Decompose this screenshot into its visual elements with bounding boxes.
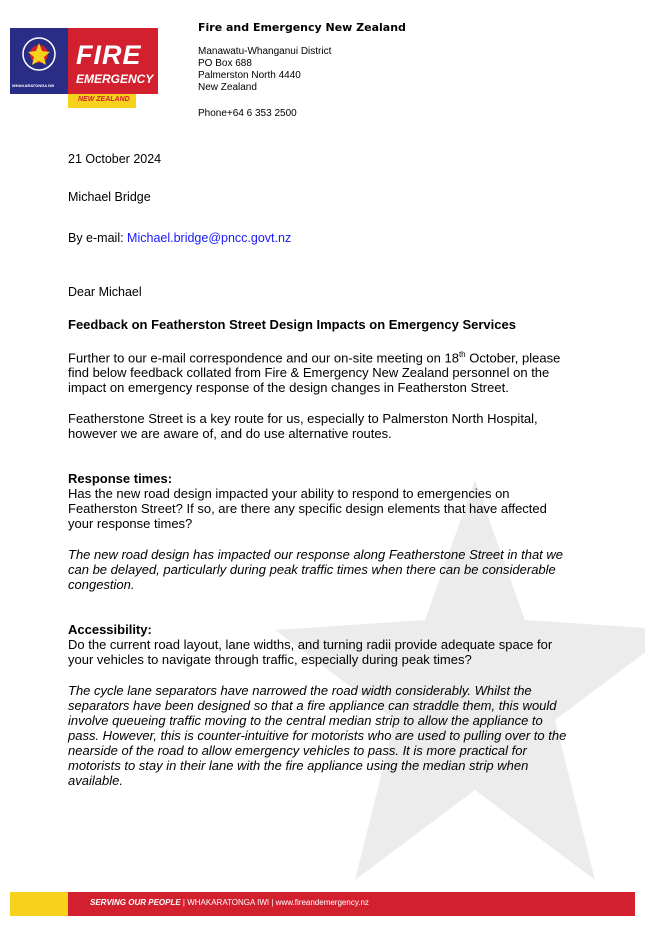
footer-rest: | WHAKARATONGA IWI | www.fireandemergency.nz	[180, 898, 369, 907]
letter-subject: Feedback on Featherston Street Design Impacts on Emergency Services	[68, 317, 516, 332]
footer-yellow-block	[10, 892, 68, 916]
fire-emergency-logo	[10, 28, 158, 110]
letter-body	[68, 152, 568, 818]
address-line: New Zealand	[198, 82, 257, 93]
intro-sup: th	[458, 350, 466, 359]
logo-emergency-text: EMERGENCY	[76, 72, 154, 86]
logo-nz-text: NEW ZEALAND	[78, 96, 130, 103]
address-line: PO Box 688	[198, 58, 252, 69]
section-question: Has the new road design impacted your ability to respond to emergencies on Featherston Street? If so, are there any specific design elements that have affected your response times?	[68, 486, 547, 532]
crest-icon	[10, 28, 68, 84]
address-line: Manawatu-Whanganui District	[198, 46, 332, 57]
section-answer: The new road design has impacted our response along Featherstone Street in that we can be delayed, particularly during peak traffic times when there can be considerable congestion.	[68, 547, 564, 593]
recipient-email-link[interactable]: Michael.bridge@pncc.govt.nz	[127, 231, 292, 245]
logo-badge	[10, 28, 68, 94]
email-prefix: By e-mail:	[68, 231, 128, 245]
footer-bold: SERVING OUR PEOPLE	[90, 898, 181, 907]
section-answer: The cycle lane separators have narrowed the road width considerably. Whilst the separators have been designed so that a fire appliance can straddle them, this would involve queueing traffic moving to the central median strip to allow the appliance to pass. However, this is counter-intuitive for motorists who are used to pulling over to the nearside of the road to allow emergency vehicles to pass. It is more practical for motorists to stay in their lane with the fire appliance using the median strip when available.	[68, 683, 567, 789]
footer-text	[90, 898, 369, 907]
sender-org: Fire and Emergency New Zealand	[198, 21, 406, 34]
section-heading-accessibility: Accessibility:	[68, 622, 152, 638]
section-heading-response-times: Response times:	[68, 471, 173, 487]
salutation: Dear Michael	[68, 285, 142, 299]
route-paragraph: Featherstone Street is a key route for us, especially to Palmerston North Hospital, however we are aware of, and do use alternative routes.	[68, 411, 538, 442]
intro-text-b: October, please find below feedback collated from Fire & Emergency New Zealand personnel on the impact on emergency response of the design changes in Featherston Street.	[68, 350, 561, 396]
sender-phone: Phone+64 6 353 2500	[198, 108, 297, 119]
intro-paragraph	[68, 347, 568, 395]
address-line: Palmerston North 4440	[198, 70, 301, 81]
letter-date: 21 October 2024	[68, 152, 162, 166]
recipient-name: Michael Bridge	[68, 190, 151, 204]
logo-fire-text: FIRE	[76, 40, 142, 70]
logo-whakaratonga: WHAKARATONGA IWI	[12, 83, 55, 88]
section-question: Do the current road layout, lane widths, and turning radii provide adequate space for your vehicles to navigate through traffic, especially during peak times?	[68, 637, 553, 668]
email-line	[68, 231, 568, 246]
intro-text-a: Further to our e-mail correspondence and our on-site meeting on 18	[68, 350, 459, 366]
sender-address-block	[198, 22, 406, 120]
footer-bar	[68, 892, 635, 916]
